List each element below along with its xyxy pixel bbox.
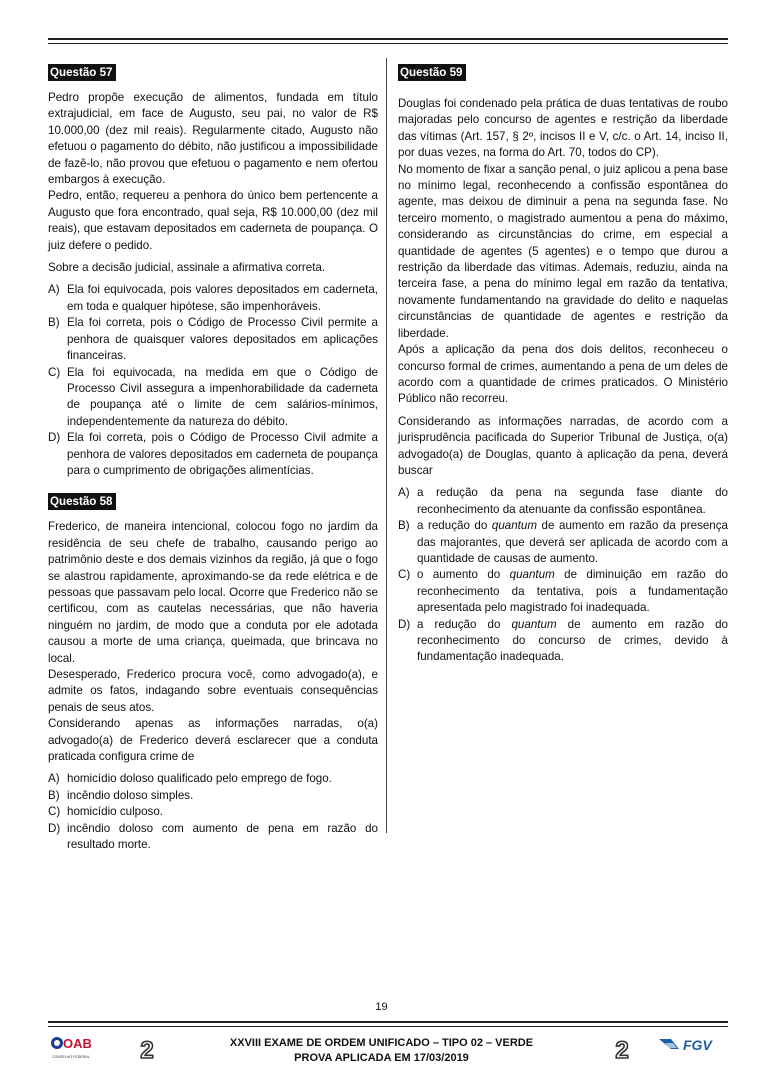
question-59-option-d[interactable] [398,617,728,666]
oab-logo-subtext: CONSELHO FEDERAL [52,1055,90,1059]
option-letter: B) [48,316,60,330]
option-letter: C) [48,805,61,819]
question-57-option-d[interactable] [48,430,378,479]
question-57 [48,64,378,479]
question-58-option-a[interactable] [48,771,378,787]
footer-rule [48,1021,728,1023]
option-text-end: de aumento em razão do reconhecimento do concurso de crimes, devido à fundamentação inadequada. [417,617,729,664]
question-57-paragraph-1: Pedro propõe execução de alimentos, fundada em título extrajudicial, em face de Augusto, seu pai, no valor de R$ 10.000,00 (dez mil reais). Regularmente citado, Augusto não efetuou o pagamento do débito, não justificou a impossibilidade de fazê-lo, não provou que efetuou o pagamento e nem ofertou embargos à execução. [48,91,378,187]
option-letter: D) [48,821,61,835]
question-57-option-b[interactable] [48,315,378,364]
option-text-start: a redução do [417,519,492,533]
question-59-options [398,485,728,665]
option-letter: B) [398,519,410,533]
question-59-paragraph-2: No momento de fixar a sanção penal, o juiz aplicou a pena base no mínimo legal, reconhecendo a confissão espontânea do agente, mas deixou de diminuir a pena na segunda fase. No terceiro momento, o magistrado aumentou a pena do máximo, considerando as circunstâncias do crime, em especial a quantidade de agentes (5 agentes) e o tempo que durou a restrição da liberdade das vítimas. Ademais, reduziu, ainda na terceira fase, a pena do mínimo legal em razão da tentativa, novamente fundamentando na gravidade do delito e naquelas circunstâncias de quantidade de agentes e restrição da liberdade. [398,162,728,340]
question-59 [398,64,728,666]
question-58-options [48,771,378,853]
oab-logo-text: OAB [63,1036,92,1051]
question-59-prompt: Considerando as informações narradas, de acordo com a jurisprudência pacificada do Superior Tribunal de Justiça, o(a) advogado(a) de Douglas, quanto à aplicação da pena, deverá buscar [398,414,728,477]
fgv-logo-text: FGV [683,1037,712,1053]
question-58-option-b[interactable] [48,788,378,804]
question-59-option-b[interactable] [398,518,728,567]
exam-type-digit: 2 [615,1037,629,1062]
question-57-paragraph-2: Pedro, então, requereu a penhora do único bem pertencente a Augusto que fora encontrado, qual seja, R$ 10.000,00 (dez mil reais), que estavam depositados em caderneta de poupança. O juiz defere o pedido. [48,189,378,252]
option-text: Ela foi correta, pois o Código de Processo Civil admite a penhora de valores depositados em caderneta de poupança para o cumprimento de obrigações alimentícias. [67,431,378,477]
option-text: Ela foi equivocada, pois valores depositados em caderneta, em toda e qualquer hipótese, são impenhoráveis. [67,283,378,313]
header-rule [48,38,728,40]
option-text: a redução da pena na segunda fase diante do reconhecimento da atenuante da confissão espontânea. [417,486,728,516]
option-letter: A) [48,772,60,786]
option-text: Ela foi equivocada, na medida em que o Código de Processo Civil assegura a impenhorabilidade da caderneta de poupança até o limite de cem salários-mínimos, independentemente da natureza do débito. [67,365,378,428]
exam-type-digit: 2 [140,1037,154,1062]
footer-rule-thin [48,1026,728,1027]
option-text-italic: quantum [491,519,538,533]
option-text-start: o aumento do [417,568,510,582]
question-57-prompt: Sobre a decisão judicial, assinale a afirmativa correta. [48,261,326,275]
page-number: 19 [375,1001,388,1013]
option-letter: B) [48,788,60,802]
option-text-end: de aumento em razão da presença das majorantes, que deverá ser aplicada de acordo com a quantidade de causas de aumento. [417,519,729,565]
question-57-option-c[interactable] [48,365,378,431]
option-text: incêndio doloso com aumento de pena em razão do resultado morte. [67,821,378,852]
question-59-paragraph-3: Após a aplicação da pena dos dois delitos, reconheceu o concurso formal de crimes, aumentando a pena de um deles de acordo com a quantidade de crimes praticados. O Ministério Público não recorreu. [398,343,728,406]
question-58-option-c[interactable] [48,804,378,820]
right-column [398,64,728,680]
option-letter: C) [48,365,61,379]
question-58-option-d[interactable] [48,821,378,854]
option-text-end: de diminuição em razão do reconhecimento da tentativa, pois a fundamentação apresentada pelo magistrado foi inadequada. [417,568,728,615]
footer-exam-date: PROVA APLICADA EM 17/03/2019 [294,1052,469,1064]
option-letter: A) [398,486,410,500]
option-text: homicídio doloso qualificado pelo emprego de fogo. [67,772,332,786]
fgv-logo [657,1035,727,1055]
option-text: Ela foi correta, pois o Código de Processo Civil permite a penhora de quaisquer valores depositados em aplicações financeiras. [67,316,378,363]
left-column [48,64,378,867]
question-58-title: Questão 58 [48,493,116,510]
option-letter: A) [48,283,60,297]
option-text-start: a redução do [417,617,512,631]
option-letter: D) [398,617,411,631]
option-text-italic: quantum [511,617,557,631]
question-58-prompt: Considerando apenas as informações narradas, o(a) advogado(a) de Frederico deverá esclarecer que a conduta praticada configura crime de [48,717,378,764]
question-59-option-c[interactable] [398,567,728,616]
column-divider [386,58,387,833]
question-58 [48,493,378,853]
question-58-paragraph-1: Frederico, de maneira intencional, colocou fogo no jardim da residência de seu chefe de trabalho, causando perigo ao patrimônio deste e dos demais vizinhos da região, já que o fogo se alastrou rapidamente, aproximando-se da rede elétrica e de pessoas que passavam pelo local. Ocorre que Frederico não se certificou, com as cautelas necessárias, que não haveria ninguém no jardim, de modo que a conduta por ele adotada causou a morte de uma criança, queimada, que brincava no local. [48,520,378,665]
option-text: incêndio doloso simples. [67,788,194,802]
option-letter: C) [398,568,411,582]
footer-exam-title: XXVIII EXAME DE ORDEM UNIFICADO – TIPO 02 – VERDE [229,1037,534,1049]
question-59-title: Questão 59 [398,64,466,81]
question-59-option-a[interactable] [398,485,728,518]
header-rule-thin [48,43,728,44]
question-58-paragraph-2: Desesperado, Frederico procura você, como advogado(a), e admite os fatos, indagando sobre eventuais consequências penais de seus atos. [48,668,378,714]
question-57-options [48,282,378,479]
option-letter: D) [48,431,61,445]
question-57-title: Questão 57 [48,64,116,81]
option-text: homicídio culposo. [67,805,164,819]
question-59-paragraph-1: Douglas foi condenado pela prática de duas tentativas de roubo majoradas pelo concurso de agentes e restrição da liberdade das vítimas (Art. 157, § 2º, incisos II e V, c/c. o Art. 14, inciso II, por duas vezes, na forma do Art. 70, todos do CP). [398,97,728,160]
question-57-option-a[interactable] [48,282,378,315]
option-text-italic: quantum [509,568,555,582]
